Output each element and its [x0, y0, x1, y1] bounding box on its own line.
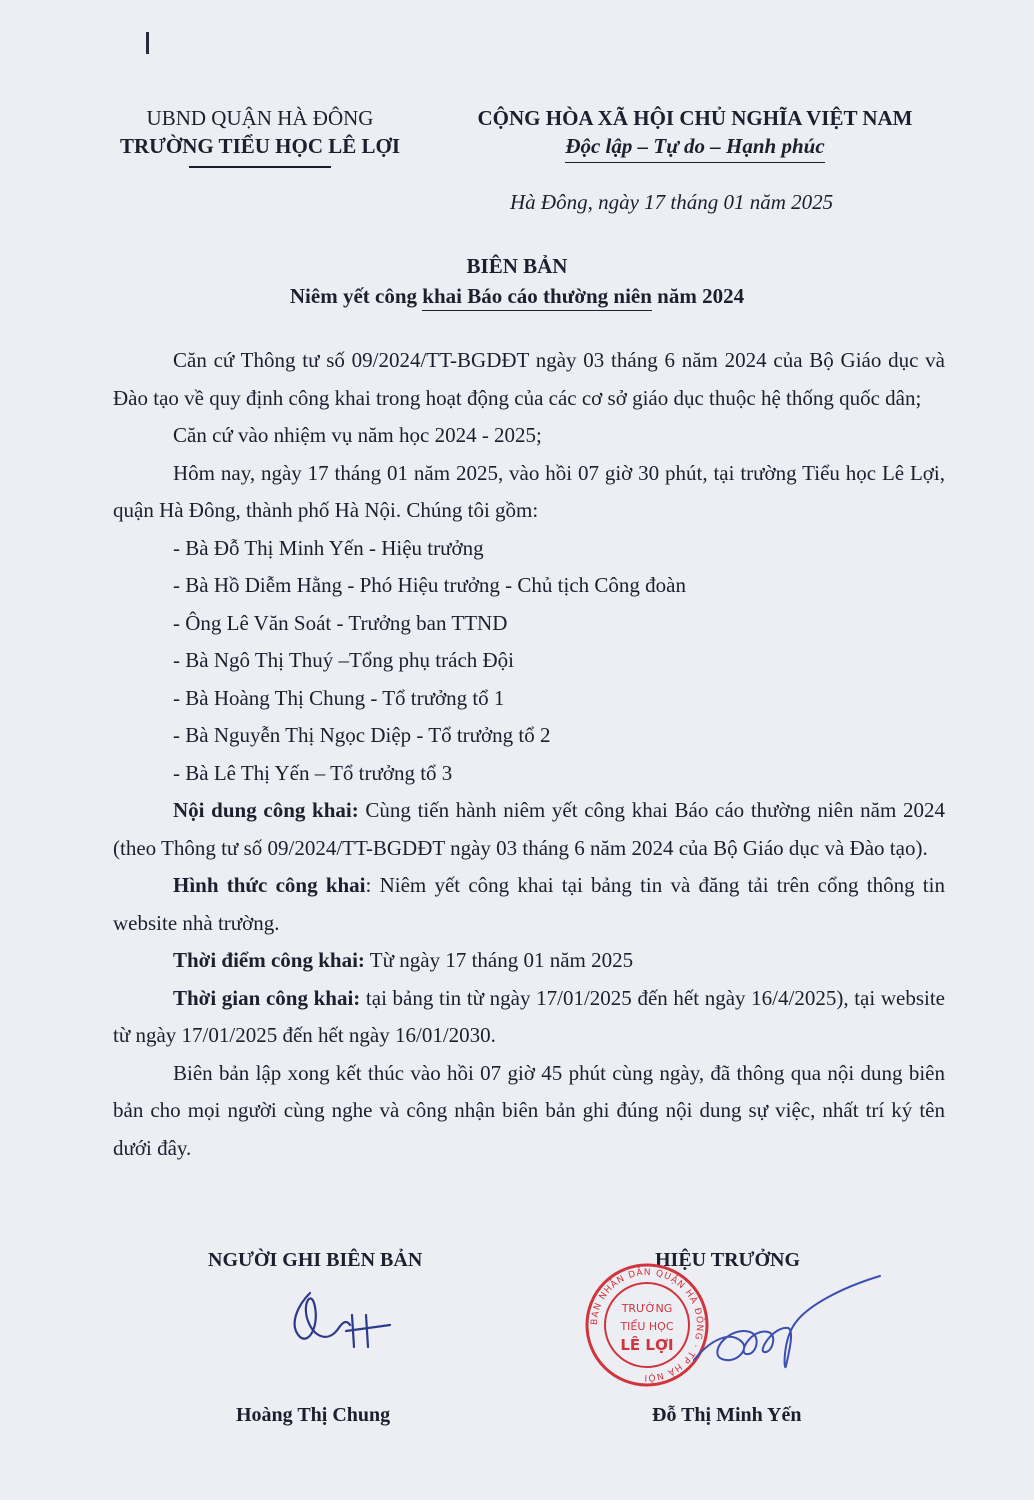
principal-signature-icon [690, 1270, 900, 1390]
country-name: CỘNG HÒA XÃ HỘI CHỦ NGHĨA VIỆT NAM [477, 106, 913, 130]
time-label: Thời điểm công khai: [173, 948, 365, 972]
seal-line-3: LÊ LỢI [620, 1336, 674, 1354]
duration-text: tại bảng tin từ ngày 17/01/2025 đến hết ngày 16/4/2025), tại website từ ngày 17/01/2025 đến hết ngày 16/01/2030. [113, 985, 945, 1047]
member-item: - Bà Lê Thị Yến – Tổ trưởng tổ 3 [173, 760, 453, 785]
content-paragraph [113, 792, 945, 867]
principal-label: HIỆU TRƯỞNG [655, 1249, 801, 1271]
issuer-district: UBND QUẬN HÀ ĐÔNG [146, 106, 374, 130]
form-label: Hình thức công khai [173, 873, 366, 897]
seal-outer-text: BAN NHÂN DÂN QUẬN HÀ ĐÔNG · TP HÀ NỘI [589, 1267, 705, 1383]
subtitle-part-a: Niêm yết công [289, 284, 423, 308]
member-item: - Bà Nguyễn Thị Ngọc Diệp - Tổ trưởng tổ 2 [173, 723, 551, 747]
issuer-block [100, 104, 420, 168]
meeting-paragraph: Hôm nay, ngày 17 tháng 01 năm 2025, vào hồi 07 giờ 30 phút, tại trường Tiểu học Lê Lợi, quận Hà Đông, thành phố Hà Nội. Chúng tôi gồm: [113, 460, 945, 522]
form-paragraph [113, 867, 945, 942]
duration-label: Thời gian công khai: [173, 985, 361, 1010]
document-subtitle [0, 284, 1034, 309]
recorder-label: NGƯỜI GHI BIÊN BẢN [208, 1249, 423, 1271]
principal-name: Đỗ Thị Minh Yến [652, 1404, 802, 1426]
content-label: Nội dung công khai: [173, 798, 359, 822]
member-item: - Bà Hồ Diễm Hằng - Phó Hiệu trưởng - Chủ tịch Công đoàn [173, 573, 687, 597]
member-item: - Ông Lê Văn Soát - Trưởng ban TTND [173, 610, 508, 635]
recorder-name: Hoàng Thị Chung [236, 1404, 391, 1426]
seal-line-1: TRƯỜNG [621, 1302, 673, 1315]
time-text: Từ ngày 17 tháng 01 năm 2025 [364, 948, 634, 972]
member-item: - Bà Hoàng Thị Chung - Tổ trưởng tổ 1 [173, 685, 505, 710]
task-basis-paragraph: Căn cứ vào nhiệm vụ năm học 2024 - 2025; [173, 423, 542, 447]
seal-line-2: TIỂU HỌC [620, 1320, 674, 1333]
recorder-signature-icon [280, 1285, 410, 1355]
member-item: - Bà Ngô Thị Thuý –Tổng phụ trách Đội [173, 648, 515, 672]
scan-mark [146, 32, 149, 54]
motto: Độc lập – Tự do – Hạnh phúc [565, 132, 824, 163]
document-date: Hà Đông, ngày 17 tháng 01 năm 2025 [510, 190, 834, 214]
legal-basis-paragraph: Căn cứ Thông tư số 09/2024/TT-BGDĐT ngày 03 tháng 6 năm 2024 của Bộ Giáo dục và Đào tạo về quy định công khai trong hoạt động của các cơ sở giáo dục thuộc hệ thống quốc dân; [113, 348, 945, 410]
form-text: : Niêm yết công khai tại bảng tin và đăng tải trên cổng thông tin website nhà trường. [113, 873, 945, 935]
issuer-underline [189, 166, 331, 168]
closing-paragraph: Biên bản lập xong kết thúc vào hồi 07 giờ 45 phút cùng ngày, đã thông qua nội dung biên bản cho mọi người cùng nghe và công nhận biên bản ghi đúng nội dung sự việc, nhất trí ký tên dưới đây. [113, 1060, 945, 1160]
subtitle-part-underlined: khai Báo cáo thường niên [422, 284, 652, 311]
member-item: - Bà Đỗ Thị Minh Yến - Hiệu trưởng [173, 535, 484, 560]
document-title: BIÊN BẢN [466, 254, 568, 278]
issuer-school: TRƯỜNG TIỂU HỌC LÊ LỢI [119, 134, 401, 158]
duration-paragraph [113, 980, 945, 1055]
time-paragraph [113, 942, 945, 980]
document-body [113, 342, 945, 1167]
subtitle-part-c: năm 2024 [651, 284, 745, 308]
national-motto-block [445, 104, 945, 163]
content-text: Cùng tiến hành niêm yết công khai Báo cáo thường niên năm 2024 (theo Thông tư số 09/2024/TT-BGDĐT ngày 03 tháng 6 năm 2024 của Bộ Giáo dục và Đào tạo). [113, 798, 945, 860]
